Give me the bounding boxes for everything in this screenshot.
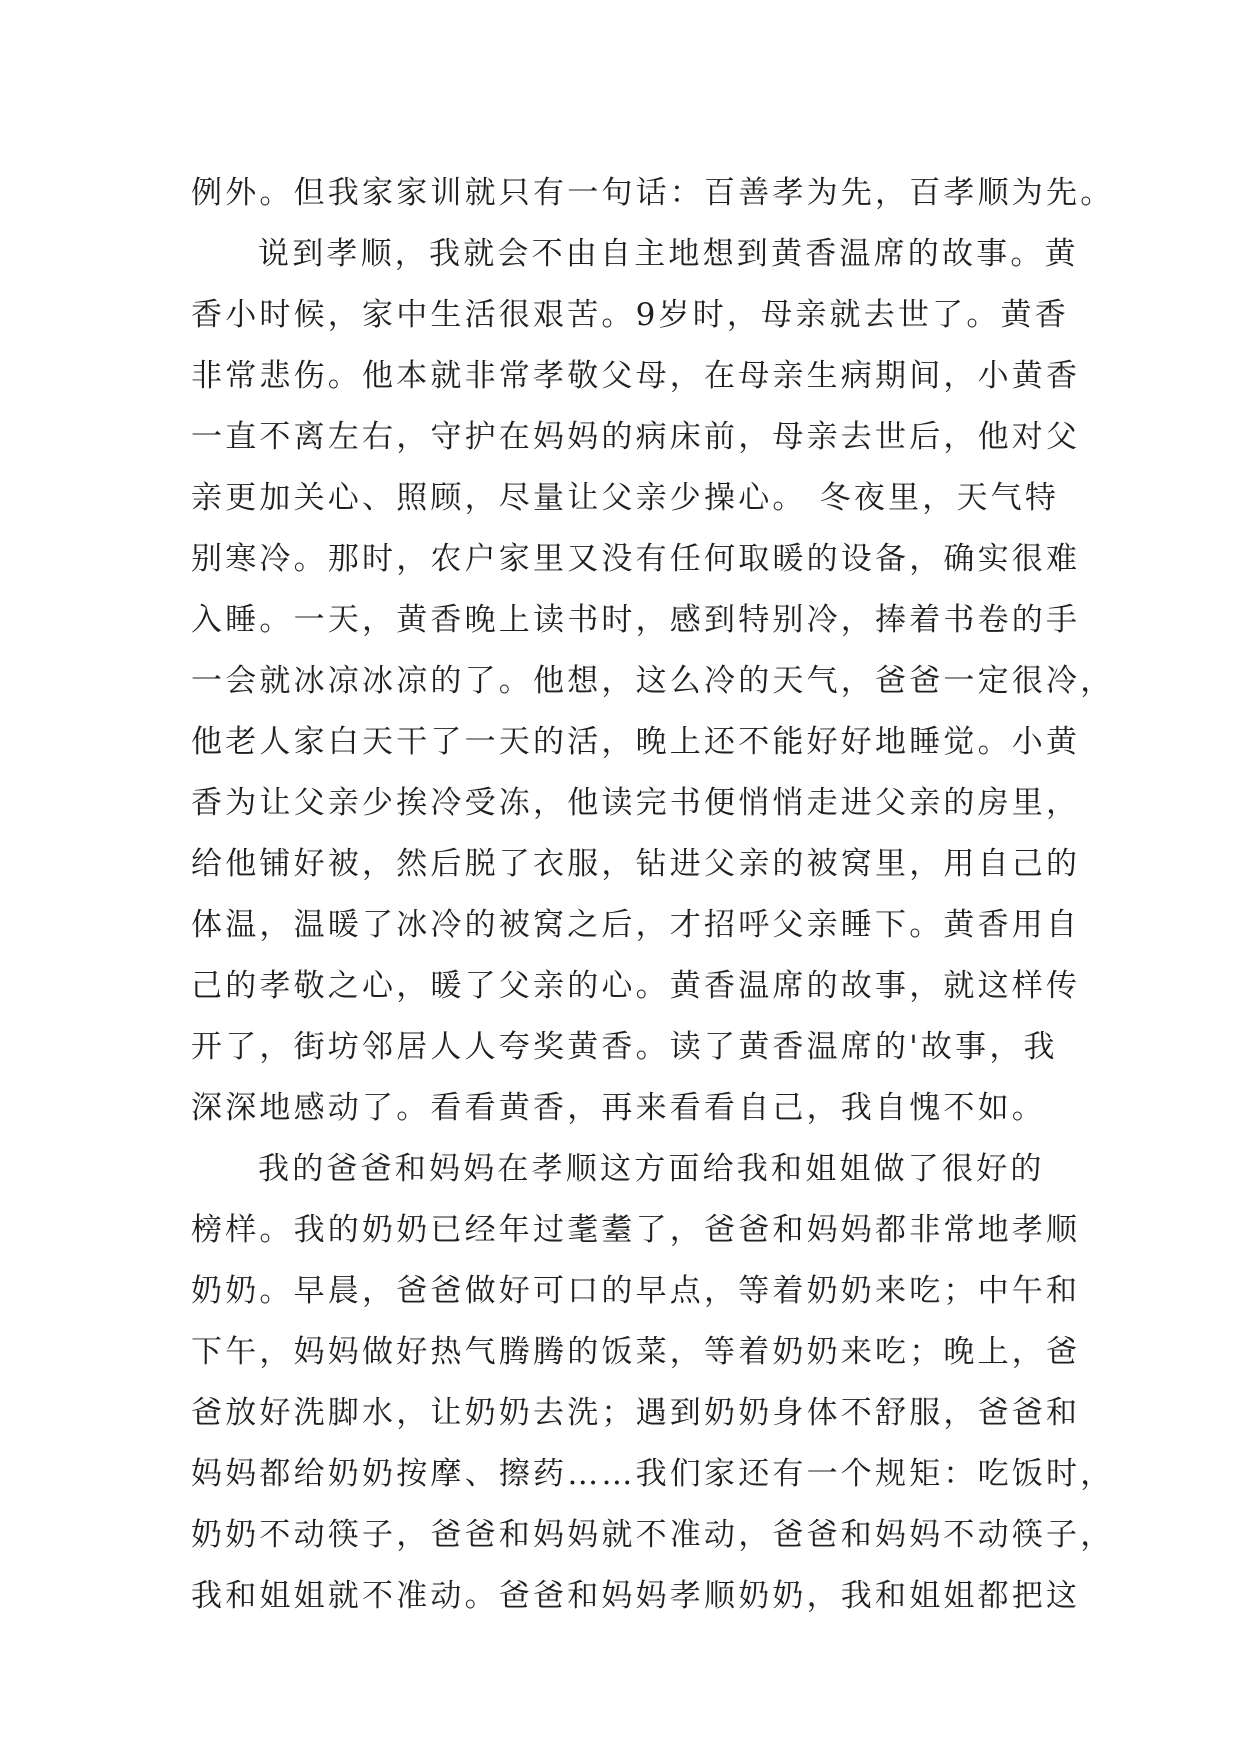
text-line: 例外。但我家家训就只有一句话：百善孝为先，百孝顺为先。 [191,175,1115,211]
text-line: 下午，妈妈做好热气腾腾的饭菜，等着奶奶来吃；晚上，爸 [191,1334,1081,1370]
text-line: 入睡。一天，黄香晚上读书时，感到特别冷，捧着书卷的手 [191,602,1081,638]
text-line: 他老人家白天干了一天的活，晚上还不能好好地睡觉。小黄 [191,724,1081,760]
text-line: 榜样。我的奶奶已经年过耄耋了，爸爸和妈妈都非常地孝顺 [191,1212,1081,1248]
text-line: 给他铺好被，然后脱了衣服，钻进父亲的被窝里，用自己的 [191,846,1081,882]
text-line: 奶奶。早晨，爸爸做好可口的早点，等着奶奶来吃；中午和 [191,1273,1081,1309]
text-line: 爸放好洗脚水，让奶奶去洗；遇到奶奶身体不舒服，爸爸和 [191,1395,1081,1431]
text-line: 体温，温暖了冰冷的被窝之后，才招呼父亲睡下。黄香用自 [191,907,1081,943]
text-line: 别寒冷。那时，农户家里又没有任何取暖的设备，确实很难 [191,541,1081,577]
text-line: 香小时候，家中生活很艰苦。9岁时，母亲就去世了。黄香 [191,297,1069,333]
text-line: 我和姐姐就不准动。爸爸和妈妈孝顺奶奶，我和姐姐都把这 [191,1578,1081,1614]
paragraph-start-line: 说到孝顺，我就会不由自主地想到黄香温席的故事。黄 [258,236,1079,272]
text-line: 妈妈都给奶奶按摩、擦药……我们家还有一个规矩：吃饭时， [191,1456,1115,1492]
paragraph-start-line: 我的爸爸和妈妈在孝顺这方面给我和姐姐做了很好的 [258,1151,1045,1187]
text-line: 非常悲伤。他本就非常孝敬父母，在母亲生病期间，小黄香 [191,358,1081,394]
text-line: 奶奶不动筷子，爸爸和妈妈就不准动，爸爸和妈妈不动筷子， [191,1517,1115,1553]
text-line: 一直不离左右，守护在妈妈的病床前，母亲去世后，他对父 [191,419,1081,455]
text-line: 开了，街坊邻居人人夸奖黄香。读了黄香温席的'故事，我 [191,1029,1058,1065]
essay-body [191,163,1115,1627]
text-line: 香为让父亲少挨冷受冻，他读完书便悄悄走进父亲的房里， [191,785,1081,821]
text-line: 亲更加关心、照顾，尽量让父亲少操心。 冬夜里，天气特 [191,480,1060,516]
text-line: 一会就冰凉冰凉的了。他想，这么冷的天气，爸爸一定很冷， [191,663,1115,699]
text-line: 深深地感动了。看看黄香，再来看看自己，我自愧不如。 [191,1090,1046,1126]
text-line: 己的孝敬之心，暖了父亲的心。黄香温席的故事，就这样传 [191,968,1081,1004]
